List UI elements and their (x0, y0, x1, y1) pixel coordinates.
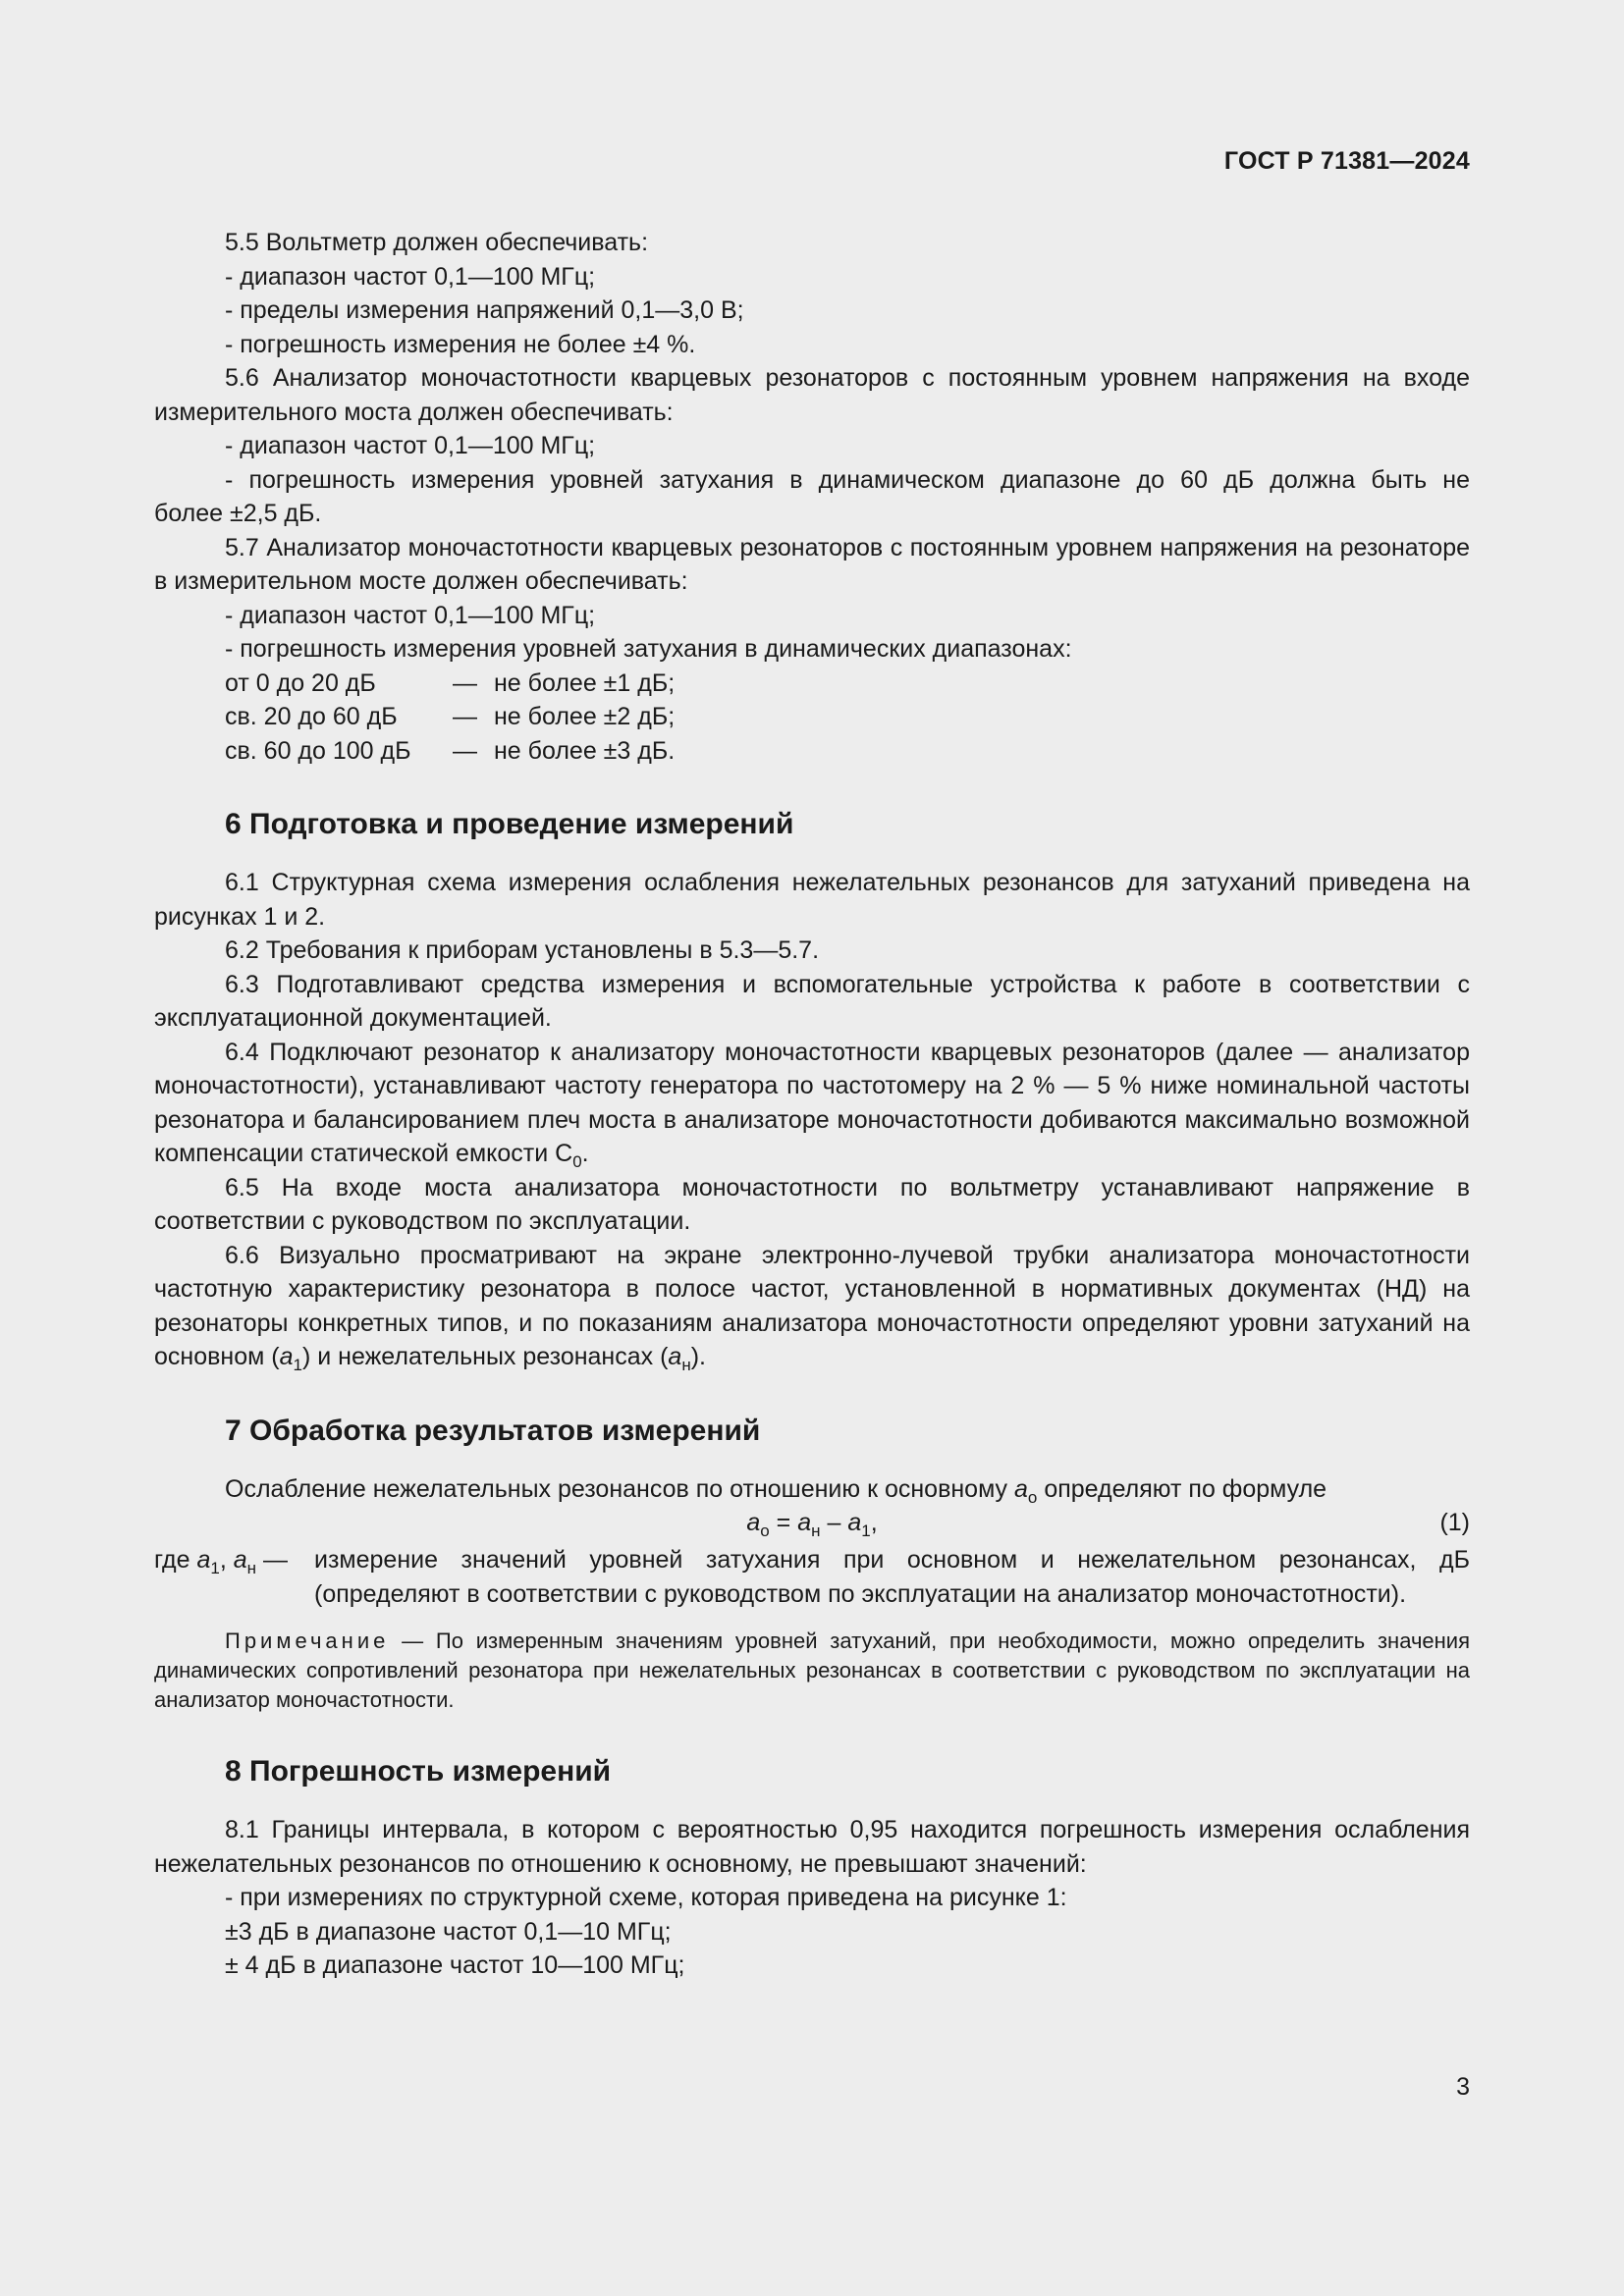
subscript: 1 (293, 1356, 302, 1374)
subscript: o (1027, 1487, 1038, 1507)
symbol-a: a (233, 1546, 247, 1574)
list-item: - погрешность измерения уровней затухания в динамическом диапазоне до 60 дБ должна быть не (225, 465, 1470, 494)
formula-intro (154, 1472, 1470, 1507)
clause-6-6-mid: ) и нежелательных резонансах ( (301, 1343, 669, 1370)
range-label: от 0 до 20 дБ (225, 668, 376, 697)
subscript: o (760, 1522, 770, 1540)
clause-6-6 (154, 1239, 1470, 1374)
list-item: - при измерениях по структурной схеме, которая приведена на рисунке 1: (225, 1884, 1067, 1911)
where-dash: — (256, 1546, 288, 1574)
formula-intro-end: определяют по формуле (1037, 1474, 1327, 1503)
clause-6-2: 6.2 Требования к приборам установлены в 5.3—5.7. (225, 936, 820, 964)
punctuation: , (219, 1546, 234, 1574)
formula-1 (154, 1506, 1470, 1543)
range-dash: — (453, 703, 477, 730)
subscript: н (811, 1522, 821, 1540)
punctuation: ). (690, 1343, 706, 1370)
punctuation: , (870, 1509, 878, 1536)
list-item: - диапазон частот 0,1—100 МГц; (225, 262, 596, 291)
range-row (154, 734, 1470, 769)
list-item: ± 4 дБ в диапазоне частот 10—100 МГц; (225, 1951, 685, 1979)
clause-5-7: 5.7 Анализатор моночастотности кварцевых резонаторов с постоянным уровнем напряжения на резонаторе в измерительном мосте должен обеспечивать: (154, 533, 1470, 595)
where-description: измерение значений уровней затухания при основном и нежелательном резонансах, дБ (определяют в соответствии с руководством по эксплуатации на анализатор моночастотности). (314, 1546, 1470, 1608)
punctuation: . (581, 1140, 589, 1167)
formula-intro-text: Ослабление нежелательных резонансов по отношению к основному (225, 1474, 1014, 1503)
subscript: 0 (572, 1152, 582, 1171)
list-item: - пределы измерения напряжений 0,1—3,0 В; (225, 296, 744, 324)
clause-6-3: 6.3 Подготавливают средства измерения и вспомогательные устройства к работе в соответствии с эксплуатационной документацией. (154, 970, 1470, 1032)
list-item: - диапазон частот 0,1—100 МГц; (225, 432, 596, 459)
list-item-continuation: более ±2,5 дБ. (154, 500, 322, 527)
formula-expression (154, 1506, 1470, 1540)
clause-6-6-text: 6.6 Визуально просматривают на экране электронно-лучевой трубки анализатора моночастотности частотную характеристику резонатора в полосе частот, установленной в нормативных документах (НД) на резонаторы конкретных типов, и по показаниям анализатора моночастотности определяют уровни затуханий на основном ( (154, 1241, 1470, 1370)
symbol-a: a (746, 1509, 761, 1536)
list-item: - погрешность измерения уровней затухания в динамических диапазонах: (225, 635, 1072, 663)
range-limit: не более ±2 дБ; (494, 703, 676, 730)
page-number: 3 (1456, 2073, 1470, 2101)
symbol-a: a (279, 1343, 294, 1370)
list-item: ±3 дБ в диапазоне частот 0,1—10 МГц; (225, 1917, 672, 1946)
subscript: н (246, 1559, 257, 1577)
range-limit: не более ±1 дБ; (494, 668, 676, 697)
range-limit: не более ±3 дБ. (494, 736, 676, 765)
range-dash: — (453, 668, 477, 697)
section-heading-7: 7 Обработка результатов измерений (225, 1414, 761, 1447)
range-row (154, 700, 1470, 734)
list-item: - погрешность измерения не более ±4 %. (225, 330, 696, 358)
symbol-a: a (196, 1546, 211, 1574)
range-label: св. 20 до 60 дБ (225, 703, 398, 730)
section-heading-8: 8 Погрешность измерений (225, 1755, 612, 1788)
formula-number: (1) (1439, 1509, 1470, 1536)
symbol-a: a (797, 1509, 812, 1536)
subscript: 1 (210, 1559, 220, 1577)
clause-6-4-text: 6.4 Подключают резонатор к анализатору моночастотности кварцевых резонаторов (далее — анализатор моночастотности), устанавливают частоту генератора по частотомеру на 2 % — 5 % ниже номинальной частоты резонатора и балансированием плеч моста в анализаторе моночастотности добиваются максимально возможной компенсации статической емкости C (154, 1038, 1470, 1167)
clause-8-1: 8.1 Границы интервала, в котором с вероятностью 0,95 находится погрешность измерения ослабления нежелательных резонансов по отношению к основному, не превышают значений: (154, 1816, 1470, 1878)
clause-5-6: 5.6 Анализатор моночастотности кварцевых резонаторов с постоянным уровнем напряжения на входе измерительного моста должен обеспечивать: (154, 364, 1470, 426)
clause-5-5: 5.5 Вольтметр должен обеспечивать: (225, 229, 649, 256)
note (154, 1627, 1470, 1715)
range-row (154, 667, 1470, 701)
document-body (154, 226, 1470, 1983)
symbol-a: a (668, 1343, 682, 1370)
symbol-a: a (1014, 1474, 1028, 1503)
range-dash: — (453, 736, 477, 765)
where-symbols (154, 1543, 314, 1611)
subscript: 1 (861, 1522, 871, 1540)
where-word: где (154, 1546, 197, 1574)
minus-sign: – (820, 1509, 848, 1536)
where-explanation (154, 1543, 1470, 1611)
clause-6-1: 6.1 Структурная схема измерения ослабления нежелательных резонансов для затуханий приведена на рисунках 1 и 2. (154, 869, 1470, 931)
clause-6-4 (154, 1036, 1470, 1171)
note-label: Примечание (225, 1629, 390, 1653)
list-item: - диапазон частот 0,1—100 МГц; (225, 601, 596, 629)
subscript: н (681, 1356, 691, 1374)
clause-6-5: 6.5 На входе моста анализатора моночастотности по вольтметру устанавливают напряжение в соответствии с руководством по эксплуатации. (154, 1173, 1470, 1235)
document-id: ГОСТ Р 71381—2024 (1223, 147, 1470, 175)
section-heading-6: 6 Подготовка и проведение измерений (225, 808, 794, 840)
symbol-a: a (847, 1509, 862, 1536)
range-label: св. 60 до 100 дБ (225, 736, 411, 765)
equals-sign: = (769, 1509, 798, 1536)
note-text: — По измеренным значениям уровней затуханий, при необходимости, можно определить значения динамических сопротивлений резонатора при нежелательных резонансах в соответствии с руководством по эксплуатации на анализатор моночастотности. (154, 1629, 1470, 1712)
